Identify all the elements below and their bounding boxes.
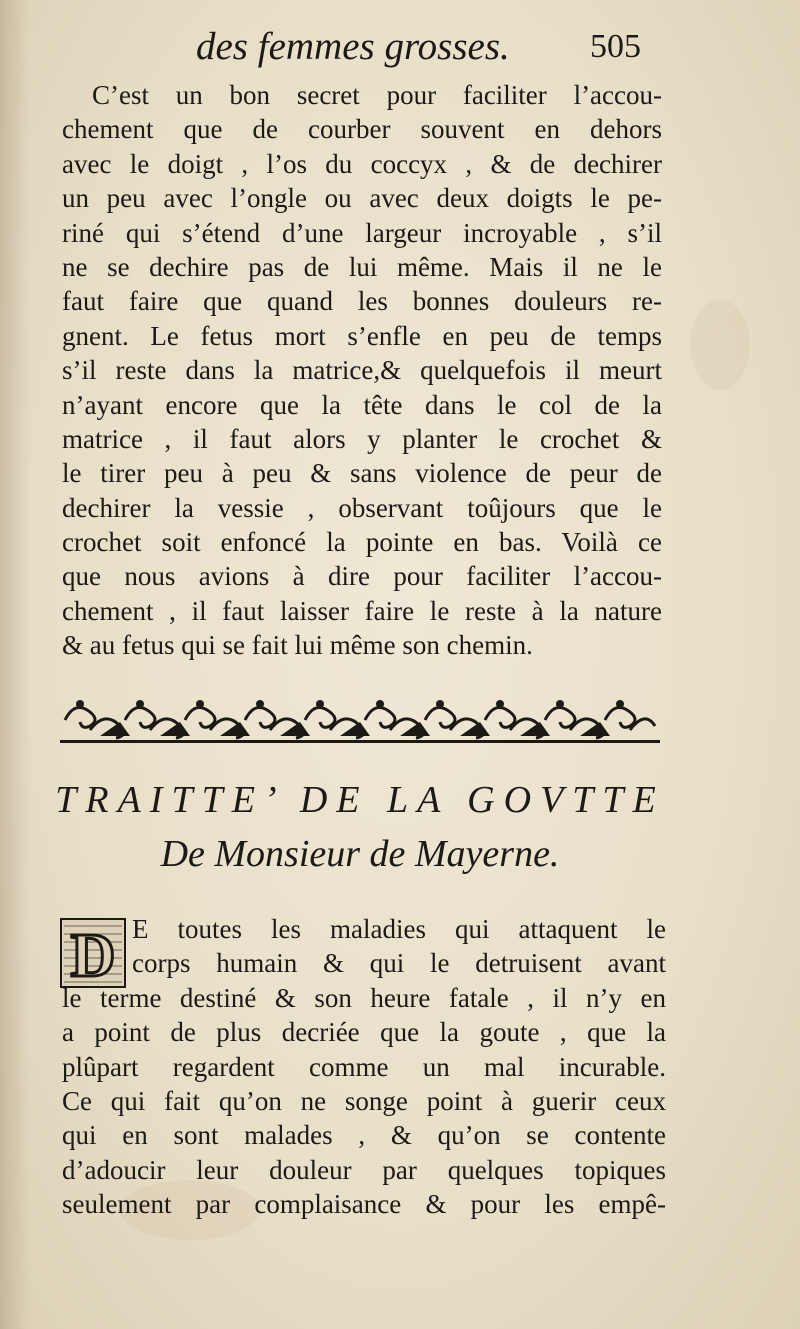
printers-ornament-band [60,690,660,748]
text-line: dechirer la vessie , observant toûjours que le [62,492,662,523]
text-line: gnent. Le fetus mort s’enfle en peu de temps [62,320,662,351]
text-line: plûpart regardent comme un mal incurable. [62,1051,666,1082]
text-line: riné qui s’étend d’une largeur incroyable , s’il [62,217,662,248]
section-title: TRAITTE’ DE LA GOVTTE [55,779,665,821]
text-line: C’est un bon secret pour faciliter l’accou- [92,80,662,110]
text-line: E toutes les maladies qui attaquent le [132,914,666,944]
text-line: crochet soit enfoncé la pointe en bas. Voilà ce [62,527,662,558]
text-line: le tirer peu à peu & sans violence de peur de [62,458,662,489]
text-line: a point de plus decriée que la goute , que la [62,1017,666,1048]
text-line: que nous avions à dire pour faciliter l’accou- [62,561,662,592]
text-line: le terme destiné & son heure fatale , il n’y en [62,982,666,1013]
paragraph-gout [62,912,666,1222]
text-line: & au fetus qui se fait lui même son chemin. [62,630,533,661]
page-gutter-shadow [0,0,30,1329]
text-line: d’adoucir leur douleur par quelques topiques [62,1154,666,1185]
paper-stain [690,300,750,390]
text-line: Ce qui fait qu’on ne songe point à guerir ceux [62,1085,666,1116]
dropcap-letter: D [70,922,116,988]
text-line: qui en sont malades , & qu’on se contente [62,1120,666,1151]
text-line: s’il reste dans la matrice,& quelquefois il meurt [62,355,662,386]
page-header [0,24,800,74]
text-line: corps humain & qui le detruisent avant [132,948,666,979]
ornament-rule [60,740,660,743]
text-line: avec le doigt , l’os du coccyx , & de dechirer [62,148,662,179]
text-line: n’ayant encore que la tête dans le col de la [62,389,662,420]
page-number: 505 [590,28,641,65]
text-line: seulement par complaisance & pour les empê- [62,1189,666,1220]
text-line: un peu avec l’ongle ou avec deux doigts le pe- [62,183,662,214]
paragraph-childbirth [62,78,662,663]
section-subtitle: De Monsieur de Mayerne. [160,833,560,875]
text-line: ne se dechire pas de lui même. Mais il ne le [62,251,662,282]
text-line: chement que de courber souvent en dehors [62,114,662,145]
text-line: matrice , il faut alors y planter le crochet & [62,423,662,454]
text-line: chement , il faut laisser faire le reste à la nature [62,595,662,626]
text-line: faut faire que quand les bonnes douleurs re- [62,286,662,317]
running-head: des femmes grosses. [196,25,510,68]
